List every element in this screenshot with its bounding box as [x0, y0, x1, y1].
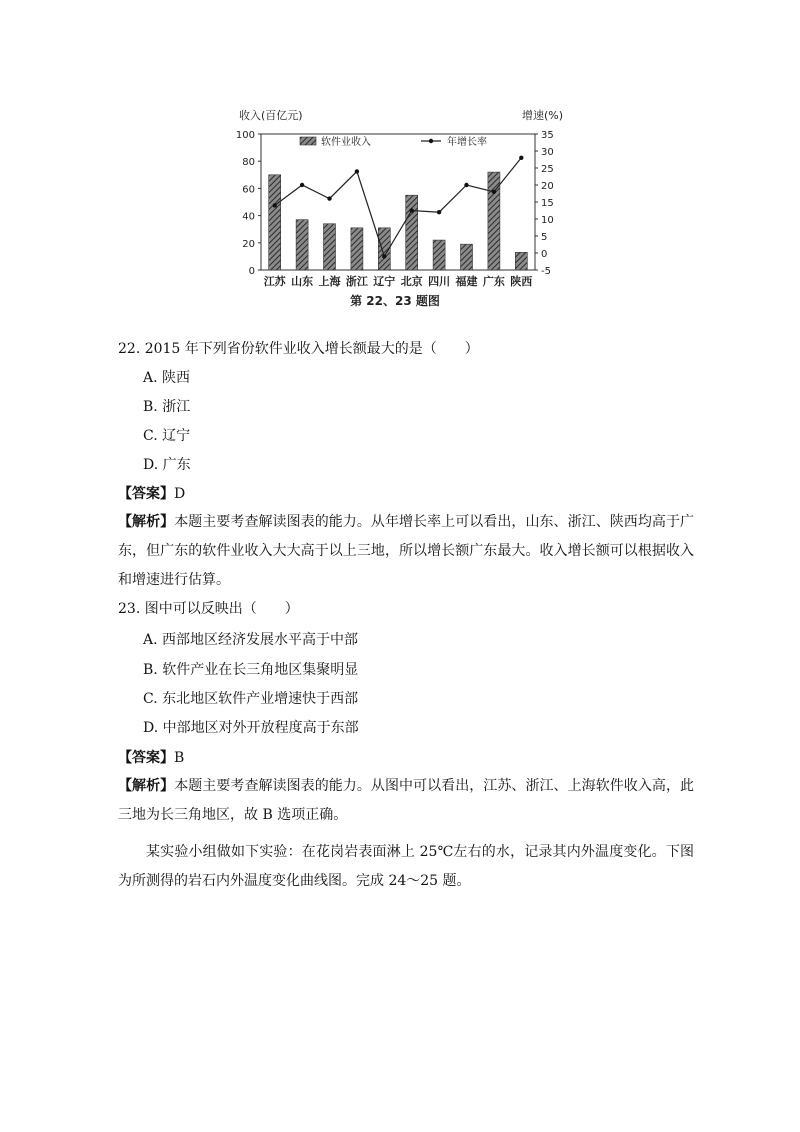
- right-tick-label: 35: [541, 130, 554, 141]
- category-label: 浙江: [345, 275, 368, 288]
- q23-answer: [118, 748, 184, 768]
- q23-option-a: A. 西部地区经济发展水平高于中部: [143, 632, 359, 648]
- q23-analysis: [118, 772, 694, 830]
- right-tick-label: 5: [541, 232, 548, 243]
- bar-四川: [433, 240, 445, 270]
- growth-rate-point: [492, 190, 496, 194]
- figure-caption: 第 22、23 题图: [350, 294, 440, 308]
- left-axis-label: 收入(百亿元): [239, 109, 303, 122]
- right-tick-label: 10: [541, 215, 554, 226]
- growth-rate-point: [382, 254, 386, 258]
- q23-option-b: B. 软件产业在长三角地区集聚明显: [143, 662, 359, 678]
- bar-浙江: [351, 228, 363, 270]
- q22-option-a: A. 陕西: [143, 370, 191, 386]
- q22-analysis-text: 本题主要考查解读图表的能力。从年增长率上可以看出，山东、浙江、陕西均高于广东，但广东的软件业收入大大高于以上三地，所以增长额广东最大。收入增长额可以根据收入和增速进行估算。: [118, 514, 695, 588]
- q22-answer-label: 【答案】: [118, 486, 174, 502]
- category-label: 北京: [400, 275, 423, 288]
- software-revenue-chart: [225, 100, 565, 312]
- q22-answer: [118, 484, 185, 504]
- legend-bar-swatch: [300, 137, 316, 145]
- right-tick-label: 25: [541, 164, 554, 175]
- left-tick-label: 60: [242, 184, 255, 196]
- growth-rate-point: [437, 210, 441, 214]
- q23-analysis-label: 【解析】: [118, 778, 175, 794]
- bar-北京: [406, 195, 418, 270]
- category-label: 福建: [455, 275, 478, 288]
- category-label: 上海: [318, 275, 341, 288]
- right-tick-label: -5: [541, 266, 551, 277]
- bar-上海: [324, 224, 336, 270]
- right-tick-label: 30: [541, 147, 554, 158]
- category-label: 辽宁: [373, 275, 396, 288]
- question-22-stem: 22. 2015 年下列省份软件业收入增长额最大的是（ ）: [118, 341, 479, 357]
- growth-rate-point: [519, 156, 523, 160]
- experiment-intro: 某实验小组做如下实验：在花岗岩表面淋上 25℃左右的水，记录其内外温度变化。下图为所测得的岩石内外温度变化曲线图。完成 24～25 题。: [118, 844, 694, 889]
- q23-answer-label: 【答案】: [118, 750, 174, 766]
- right-tick-label: 15: [541, 198, 554, 209]
- q23-analysis-text: 本题主要考查解读图表的能力。从图中可以看出，江苏、浙江、上海软件收入高，此三地为长三角地区，故 B 选项正确。: [118, 778, 695, 823]
- category-label: 广东: [482, 275, 505, 288]
- growth-rate-point: [300, 183, 304, 187]
- left-tick-label: 80: [242, 157, 255, 169]
- growth-rate-point: [410, 208, 414, 212]
- legend-line-label: 年增长率: [447, 137, 487, 148]
- bar-江苏: [269, 175, 281, 270]
- growth-rate-line: [275, 158, 522, 257]
- left-tick-label: 0: [248, 266, 255, 277]
- category-label: 四川: [428, 275, 451, 288]
- right-tick-label: 20: [541, 181, 554, 192]
- q22-answer-value: D: [174, 486, 186, 502]
- growth-rate-point: [464, 183, 468, 187]
- category-label: 江苏: [263, 275, 286, 288]
- legend-line-marker: [429, 139, 433, 143]
- left-tick-label: 100: [235, 130, 255, 141]
- left-tick-label: 20: [242, 238, 255, 250]
- growth-rate-point: [273, 203, 277, 207]
- q22-option-c: C. 辽宁: [143, 428, 191, 444]
- q22-analysis-label: 【解析】: [118, 514, 175, 530]
- q23-option-d: D. 中部地区对外开放程度高于东部: [143, 720, 359, 736]
- bar-山东: [296, 220, 308, 270]
- question-23-stem: 23. 图中可以反映出（ ）: [118, 601, 299, 617]
- right-axis-label: 增速(%): [521, 109, 563, 122]
- bar-福建: [461, 244, 473, 270]
- bar-陕西: [515, 252, 527, 270]
- category-label: 陕西: [510, 275, 533, 288]
- left-tick-label: 40: [242, 211, 255, 223]
- category-label: 山东: [291, 275, 314, 288]
- right-tick-label: 0: [541, 249, 548, 260]
- growth-rate-point: [355, 169, 359, 173]
- q22-option-d: D. 广东: [143, 457, 191, 473]
- plot-area: [236, 130, 554, 288]
- legend-bar-label: 软件业收入: [321, 137, 371, 148]
- q23-answer-value: B: [174, 750, 185, 766]
- q22-option-b: B. 浙江: [143, 399, 191, 415]
- growth-rate-point: [327, 196, 331, 200]
- q23-option-c: C. 东北地区软件产业增速快于西部: [143, 691, 359, 707]
- q22-analysis: [118, 508, 694, 595]
